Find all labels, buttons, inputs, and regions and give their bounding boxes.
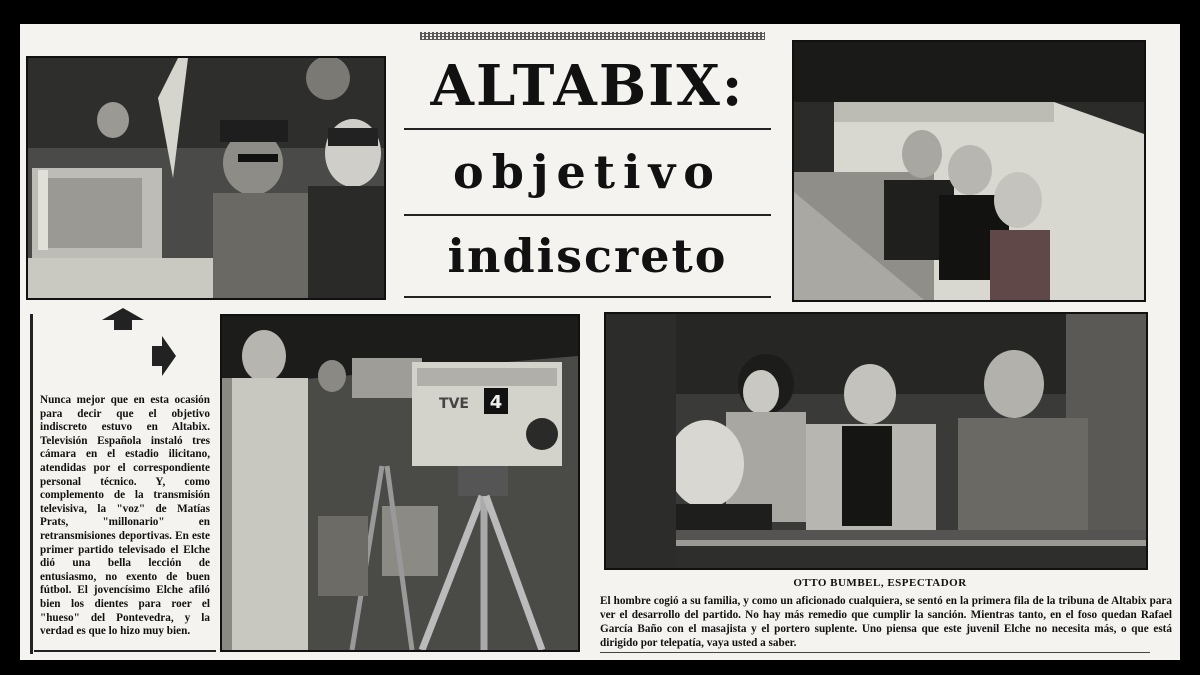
arrow-up-icon xyxy=(102,308,144,330)
svg-text:4: 4 xyxy=(489,392,503,413)
headline-line-2: objetivo xyxy=(453,145,722,199)
column-rule xyxy=(30,314,33,654)
newspaper-page xyxy=(20,24,1180,660)
caption-title: OTTO BUMBEL, ESPECTADOR xyxy=(793,577,967,589)
photo-tv-monitor-operators xyxy=(26,56,386,300)
article-body: Nunca mejor que en esta ocasión para decir que el objetivo indiscreto estuvo en Altabix. Televisión Española instaló tres cámara en el estadio ilicitano, atendidas por el correspondiente personal técnico. Y, como complemento de la transmisión televisiva, la "voz" de Matías Prats, "millonario" en retransmisiones deportivas. En este primer partido televisado el Elche dió una bella lección de entusiasmo, no exento de buen fútbol. El jovencísimo Elche afiló bien los dientes para roer el "hueso" del Pontevedra, y la verdad es que lo hizo muy bien. xyxy=(40,394,210,638)
photo-otto-bumbel-spectator xyxy=(604,312,1148,570)
headline-line-1: ALTABIX: xyxy=(430,53,745,119)
arrow-right-icon xyxy=(152,336,176,376)
headline-rule-2 xyxy=(404,214,771,216)
dotted-rule xyxy=(420,32,765,40)
svg-text:TVE: TVE xyxy=(439,396,469,412)
article-bottom-rule xyxy=(34,650,216,652)
headline-block xyxy=(400,32,775,302)
headline-rule-3 xyxy=(404,296,771,298)
caption-bottom-rule xyxy=(600,652,1150,653)
photo-tv-camera xyxy=(220,314,580,652)
caption-text: El hombre cogió a su familia, y como un aficionado cualquiera, se sentó en la primera fila de la tribuna de Altabix para ver el desarrollo del partido. No hay más remedio que cumplir la sanción. Mientras tanto, en el foso quedan Rafael García Baño con el masajista y el portero suplente. Uno piensa que este juvenil Elche no necesita más, o que está dirigido por telepatía, vaya usted a saber. xyxy=(600,595,1172,649)
headline-line-3: indiscreto xyxy=(447,229,728,283)
photo-men-in-pit xyxy=(792,40,1146,302)
headline-rule-1 xyxy=(404,128,771,130)
